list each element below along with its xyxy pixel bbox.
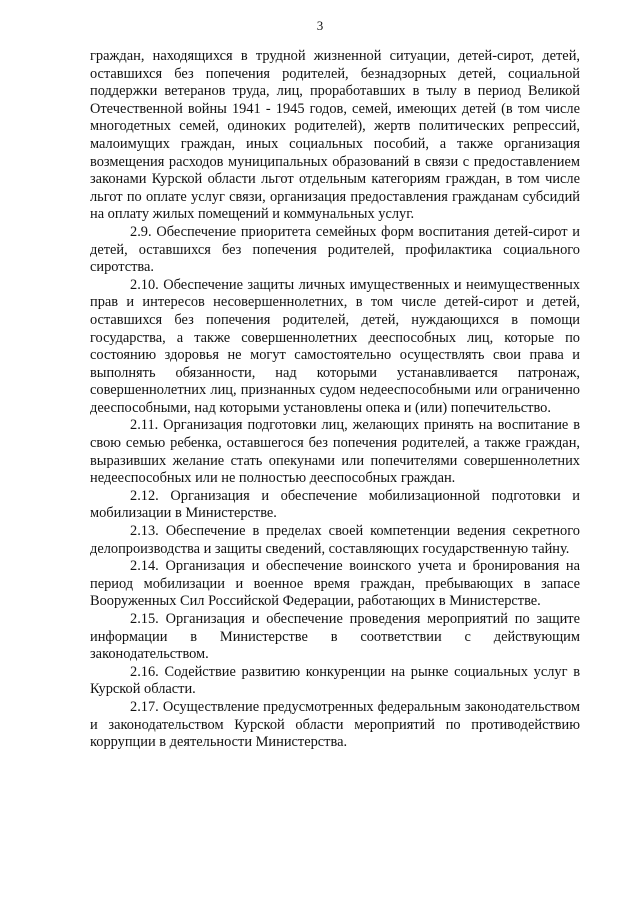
paragraph-text: Организация подготовки лиц, желающих принять на воспитание в свою семью ребенка, оставшегося без попечения родителей, а также граждан, выразивших желание стать опекунами или попечителями совершеннолетних недееспособных или не полностью дееспособных граждан. <box>90 417 580 487</box>
paragraph-number: 2.13. <box>130 523 159 540</box>
paragraph-2-15 <box>90 611 580 664</box>
paragraph-continuation <box>90 48 580 224</box>
paragraph-number: 2.12. <box>130 487 159 504</box>
paragraph-number: 2.15. <box>130 611 159 627</box>
paragraph-2-11 <box>90 417 580 487</box>
paragraph-2-10 <box>90 277 580 418</box>
paragraph-text: граждан, находящихся в трудной жизненной ситуации, детей-сирот, детей, оставшихся без попечения родителей, безнадзорных детей, социальной поддержки ветеранов труда, лиц, проработавших в тылу в период Великой Отечественной войны 1941 - 1945 годов, семей, имеющих детей (в том числе многодетных семей, одиноких родителей), жертв политических репрессий, малоимущих граждан, иных социальных пособий, а также организация возмещения расходов муниципальных образований в связи с предоставлением законами Курской области льгот отдельным категориям граждан, в том числе льгот по оплате услуг связи, организация предоставления гражданам субсидий на оплату жилых помещений и коммунальных услуг. <box>90 48 580 223</box>
paragraph-text: Содействие развитию конкуренции на рынке социальных услуг в Курской области. <box>90 663 580 698</box>
paragraph-2-14 <box>90 558 580 611</box>
paragraph-number: 2.11. <box>130 417 159 434</box>
paragraph-number: 2.10. <box>130 276 159 293</box>
paragraph-text: Обеспечение защиты личных имущественных и неимущественных прав и интересов несовершеннолетних, в том числе детей-сирот и детей, оставшихся без попечения родителей, детей, нуждающихся в помощи государства, а также совершеннолетних дееспособных лиц, которые по состоянию здоровья не могут самостоятельно осуществлять свои права и выполнять обязанности, над которыми устанавливается патронаж, совершеннолетних лиц, признанных судом недееспособными или ограниченно дееспособными, над которыми установлены опека и (или) попечительство. <box>90 276 580 416</box>
paragraph-text: Обеспечение в пределах своей компетенции ведения секретного делопроизводства и защиты сведений, составляющих государственную тайну. <box>90 523 580 557</box>
paragraph-number: 2.17. <box>130 698 159 715</box>
paragraph-number: 2.14. <box>130 558 159 575</box>
paragraph-2-9 <box>90 224 580 277</box>
paragraph-number: 2.9. <box>130 223 152 240</box>
paragraph-text: Организация и обеспечение воинского учета и бронирования на период мобилизации и военное время граждан, пребывающих в запасе Вооруженных Сил Российской Федерации, работающих в Министерстве. <box>90 558 580 610</box>
paragraph-2-12 <box>90 488 580 523</box>
paragraph-text: Организация и обеспечение проведения мероприятий по защите информации в Министерстве в соответствии с действующим законодательством. <box>90 611 580 663</box>
paragraph-text: Обеспечение приоритета семейных форм воспитания детей-сирот и детей, оставшихся без попечения родителей, профилактика социального сиротства. <box>90 223 580 276</box>
paragraph-text: Организация и обеспечение мобилизационной подготовки и мобилизации в Министерстве. <box>90 487 580 522</box>
paragraph-2-16 <box>90 664 580 699</box>
paragraph-text: Осуществление предусмотренных федеральным законодательством и законодательством Курской области мероприятий по противодействию коррупции в деятельности Министерства. <box>90 698 580 751</box>
page-number: 3 <box>316 18 324 33</box>
paragraph-2-17 <box>90 699 580 752</box>
document-body <box>90 48 580 752</box>
paragraph-2-13 <box>90 523 580 558</box>
paragraph-number: 2.16. <box>130 663 159 680</box>
